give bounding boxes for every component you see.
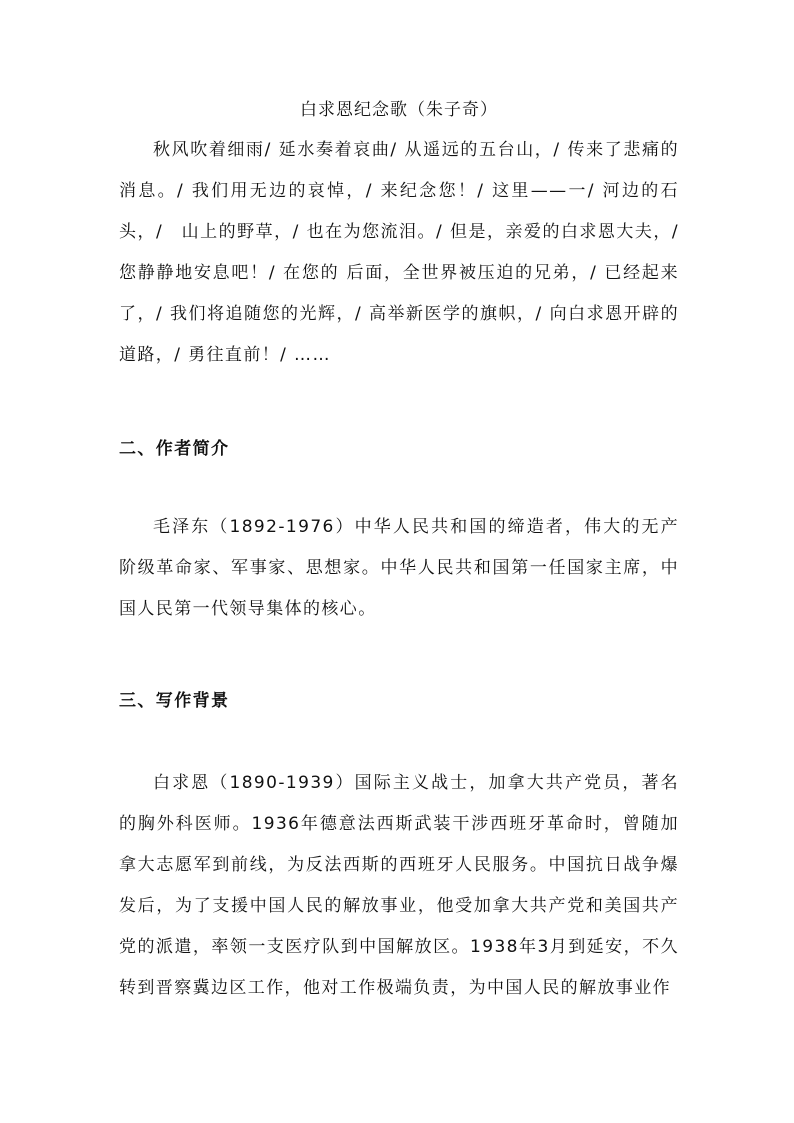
section-heading-background: 三、写作背景 bbox=[119, 691, 230, 711]
document-page bbox=[119, 96, 679, 1009]
author-intro-text: 毛泽东（1892-1976）中华人民共和国的缔造者，伟大的无产阶级革命家、军事家、思想家。中华人民共和国第一任国家主席，中国人民第一代领导集体的核心。 bbox=[119, 517, 679, 619]
background-text: 白求恩（1890-1939）国际主义战士，加拿大共产党员，著名的胸外科医师。1936年德意法西斯武装干涉西班牙革命时，曾随加拿大志愿军到前线，为反法西斯的西班牙人民服务。中国抗日战争爆发后，为了支援中国人民的解放事业，他受加拿大共产党和美国共产党的派遣，率领一支医疗队到中国解放区。1938年3月到延安，不久转到晋察冀边区工作，他对工作极端负责，为中国人民的解放事业作 bbox=[119, 773, 679, 998]
section-heading-author: 二、作者简介 bbox=[119, 439, 230, 459]
poem-text: 秋风吹着细雨/ 延水奏着哀曲/ 从遥远的五台山，/ 传来了悲痛的消息。/ 我们用无边的哀悼，/ 来纪念您！/ 这里——一/ 河边的石头，/ 山上的野草，/ 也在为您流泪。/ 但是，亲爱的白求恩大夫，/ 您静静地安息吧！/ 在您的 后面，全世界被压迫的兄弟，/ 已经起来了，/ 我们将追随您的光辉，/ 高举新医学的旗帜，/ 向白求恩开辟的道路，/ 勇往直前！/ …… bbox=[119, 140, 679, 365]
poem-title: 白求恩纪念歌（朱子奇） bbox=[300, 100, 498, 120]
